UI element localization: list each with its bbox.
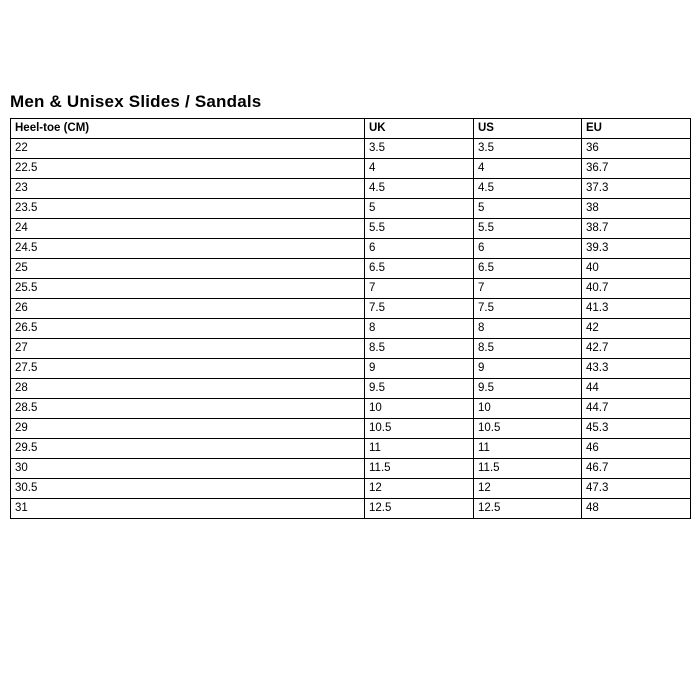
- cell-us: 11.5: [474, 459, 582, 479]
- size-chart-table: [10, 118, 691, 519]
- cell-us: 7.5: [474, 299, 582, 319]
- table-row: [11, 199, 691, 219]
- cell-eu: 40: [582, 259, 691, 279]
- cell-heel-toe: 25: [11, 259, 365, 279]
- cell-heel-toe: 27: [11, 339, 365, 359]
- column-header-us: US: [474, 119, 582, 139]
- table-row: [11, 139, 691, 159]
- table-row: [11, 259, 691, 279]
- cell-eu: 38: [582, 199, 691, 219]
- cell-eu: 48: [582, 499, 691, 519]
- cell-us: 5.5: [474, 219, 582, 239]
- cell-eu: 46: [582, 439, 691, 459]
- cell-eu: 46.7: [582, 459, 691, 479]
- cell-us: 9: [474, 359, 582, 379]
- cell-us: 4: [474, 159, 582, 179]
- cell-heel-toe: 24.5: [11, 239, 365, 259]
- table-row: [11, 359, 691, 379]
- cell-us: 11: [474, 439, 582, 459]
- cell-heel-toe: 23: [11, 179, 365, 199]
- cell-heel-toe: 27.5: [11, 359, 365, 379]
- cell-us: 7: [474, 279, 582, 299]
- cell-heel-toe: 24: [11, 219, 365, 239]
- cell-eu: 37.3: [582, 179, 691, 199]
- cell-heel-toe: 26.5: [11, 319, 365, 339]
- page-title: Men & Unisex Slides / Sandals: [10, 92, 262, 111]
- cell-eu: 41.3: [582, 299, 691, 319]
- cell-uk: 8: [365, 319, 474, 339]
- cell-uk: 11.5: [365, 459, 474, 479]
- cell-heel-toe: 31: [11, 499, 365, 519]
- table-row: [11, 339, 691, 359]
- cell-uk: 4: [365, 159, 474, 179]
- table-header-row: [11, 119, 691, 139]
- column-header-eu: EU: [582, 119, 691, 139]
- cell-uk: 10.5: [365, 419, 474, 439]
- cell-heel-toe: 22: [11, 139, 365, 159]
- cell-uk: 12.5: [365, 499, 474, 519]
- table-row: [11, 399, 691, 419]
- table-row: [11, 419, 691, 439]
- cell-heel-toe: 26: [11, 299, 365, 319]
- cell-heel-toe: 29: [11, 419, 365, 439]
- table-header: [11, 119, 691, 139]
- cell-eu: 42: [582, 319, 691, 339]
- cell-eu: 38.7: [582, 219, 691, 239]
- cell-heel-toe: 25.5: [11, 279, 365, 299]
- cell-uk: 11: [365, 439, 474, 459]
- column-header-uk: UK: [365, 119, 474, 139]
- cell-uk: 6.5: [365, 259, 474, 279]
- cell-heel-toe: 30: [11, 459, 365, 479]
- cell-heel-toe: 30.5: [11, 479, 365, 499]
- cell-heel-toe: 29.5: [11, 439, 365, 459]
- table-row: [11, 179, 691, 199]
- cell-eu: 40.7: [582, 279, 691, 299]
- cell-uk: 3.5: [365, 139, 474, 159]
- cell-us: 6.5: [474, 259, 582, 279]
- cell-uk: 7.5: [365, 299, 474, 319]
- cell-heel-toe: 23.5: [11, 199, 365, 219]
- cell-eu: 36: [582, 139, 691, 159]
- cell-us: 3.5: [474, 139, 582, 159]
- cell-uk: 9: [365, 359, 474, 379]
- table-row: [11, 499, 691, 519]
- table-body: [11, 139, 691, 519]
- table-row: [11, 279, 691, 299]
- cell-us: 9.5: [474, 379, 582, 399]
- cell-uk: 8.5: [365, 339, 474, 359]
- cell-uk: 9.5: [365, 379, 474, 399]
- cell-eu: 44.7: [582, 399, 691, 419]
- cell-us: 10.5: [474, 419, 582, 439]
- cell-eu: 36.7: [582, 159, 691, 179]
- cell-us: 4.5: [474, 179, 582, 199]
- cell-us: 5: [474, 199, 582, 219]
- cell-heel-toe: 22.5: [11, 159, 365, 179]
- table-row: [11, 479, 691, 499]
- table-row: [11, 239, 691, 259]
- cell-eu: 42.7: [582, 339, 691, 359]
- table-row: [11, 319, 691, 339]
- cell-eu: 44: [582, 379, 691, 399]
- cell-heel-toe: 28.5: [11, 399, 365, 419]
- cell-heel-toe: 28: [11, 379, 365, 399]
- cell-us: 12: [474, 479, 582, 499]
- cell-eu: 39.3: [582, 239, 691, 259]
- cell-us: 10: [474, 399, 582, 419]
- cell-us: 12.5: [474, 499, 582, 519]
- cell-uk: 5.5: [365, 219, 474, 239]
- cell-eu: 43.3: [582, 359, 691, 379]
- cell-eu: 47.3: [582, 479, 691, 499]
- table-row: [11, 439, 691, 459]
- table-row: [11, 219, 691, 239]
- cell-us: 8.5: [474, 339, 582, 359]
- table-row: [11, 299, 691, 319]
- table-row: [11, 459, 691, 479]
- cell-uk: 4.5: [365, 179, 474, 199]
- cell-us: 8: [474, 319, 582, 339]
- table-row: [11, 379, 691, 399]
- cell-uk: 10: [365, 399, 474, 419]
- column-header-heel-toe: Heel-toe (CM): [11, 119, 365, 139]
- cell-uk: 6: [365, 239, 474, 259]
- cell-uk: 7: [365, 279, 474, 299]
- cell-us: 6: [474, 239, 582, 259]
- cell-uk: 5: [365, 199, 474, 219]
- table-row: [11, 159, 691, 179]
- cell-uk: 12: [365, 479, 474, 499]
- cell-eu: 45.3: [582, 419, 691, 439]
